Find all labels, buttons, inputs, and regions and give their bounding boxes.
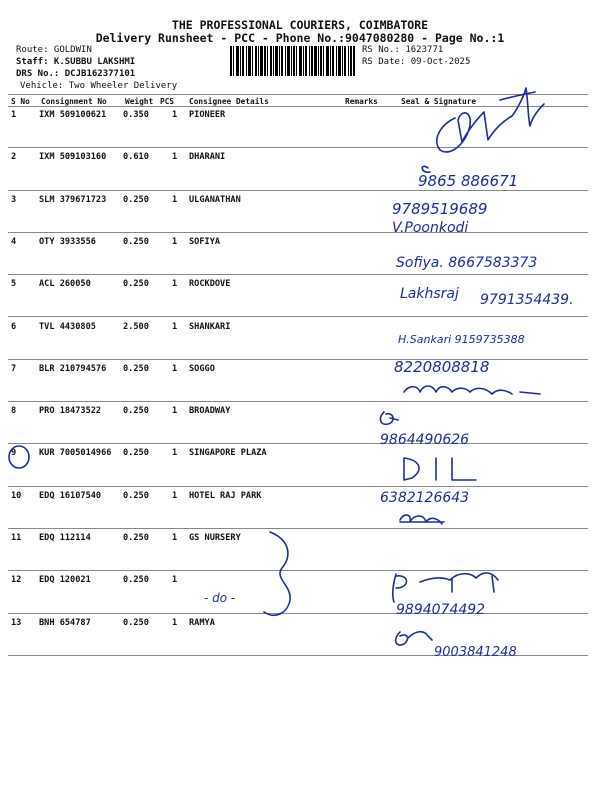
cell-weight: 0.250	[123, 406, 149, 417]
cell-consignee: SOGGO	[189, 363, 215, 374]
cell-consignee: DHARANI	[189, 152, 226, 163]
cell-consignment: EDQ 112114	[39, 533, 91, 543]
cell-consignment: KUR 7005014966	[39, 448, 112, 459]
cell-weight: 0.250	[123, 194, 149, 205]
col-sno: S No	[11, 97, 30, 106]
handwriting-row13: 9003841248	[434, 645, 517, 660]
page-title: THE PROFESSIONAL COURIERS, COIMBATORE	[171, 18, 429, 32]
cell-sno: 13	[11, 617, 22, 628]
cell-consignee: ROCKDOVE	[189, 279, 231, 290]
cell-consignee: GS NURSERY	[189, 533, 241, 543]
cell-pcs: 1	[172, 533, 178, 543]
cell-sno: 4	[11, 236, 17, 247]
cell-consignment: OTY 3933556	[39, 236, 96, 247]
cell-sno: 1	[11, 110, 17, 120]
handwriting-row3-phone: 9789519689	[392, 200, 488, 218]
cell-weight: 0.610	[123, 152, 149, 163]
cell-consignee: RAMYA	[189, 617, 215, 628]
cell-sno: 11	[11, 533, 22, 543]
cell-sno: 7	[11, 363, 17, 374]
cell-sno: 8	[11, 406, 17, 417]
cell-sno: 6	[11, 321, 17, 332]
cell-weight: 0.250	[123, 490, 149, 501]
cell-consignment: EDQ 120021	[39, 575, 91, 586]
handwriting-row3-name: V.Poonkodi	[392, 220, 469, 236]
handwriting-row9: 9864490626	[380, 432, 470, 448]
cell-pcs: 1	[172, 152, 178, 163]
cell-pcs: 1	[172, 236, 178, 247]
cell-consignment: SLM 379671723	[39, 194, 107, 205]
cell-weight: 0.250	[123, 575, 149, 586]
cell-pcs: 1	[172, 575, 178, 586]
handwriting-row5-phone: 9791354439.	[480, 292, 574, 308]
cell-consignment: TVL 4430805	[39, 321, 96, 332]
cell-consignee: BROADWAY	[189, 406, 231, 417]
cell-sno: 2	[11, 152, 17, 163]
cell-weight: 2.500	[123, 321, 149, 332]
handwriting-row5-name: Lakhsraj	[400, 286, 459, 302]
handwriting-row7: 8220808818	[394, 358, 490, 376]
cell-consignee: HOTEL RAJ PARK	[189, 490, 262, 501]
rs-number: RS No.: 1623771	[362, 45, 444, 55]
route-label: Route: GOLDWIN	[16, 45, 92, 55]
cell-sno: 3	[11, 194, 17, 205]
col-remarks: Remarks	[345, 97, 378, 106]
cell-consignment: ACL 260050	[39, 279, 91, 290]
cell-pcs: 1	[172, 321, 178, 332]
handwriting-row6: H.Sankari 9159735388	[398, 333, 525, 346]
cell-pcs: 1	[172, 363, 178, 374]
cell-consignment: BNH 654787	[39, 617, 91, 628]
handwriting-row2: 9865 886671	[418, 172, 519, 190]
cell-consignment: PRO 18473522	[39, 406, 102, 417]
cell-consignee: SOFIYA	[189, 236, 221, 247]
handwriting-row12-phone: 9894074492	[396, 602, 486, 618]
cell-consignee: PIONEER	[189, 110, 226, 120]
cell-consignment: BLR 210794576	[39, 363, 107, 374]
cell-sno: 9	[11, 448, 17, 459]
signature-row1	[437, 88, 544, 152]
cell-consignment: IXM 509103160	[39, 152, 107, 163]
page-subtitle: Delivery Runsheet - PCC - Phone No.:9047080280 - Page No.:1	[95, 31, 505, 45]
cell-consignment: IXM 509100621	[39, 110, 107, 120]
vehicle-label: Vehicle: Two Wheeler Delivery	[20, 81, 178, 91]
cell-pcs: 1	[172, 448, 178, 459]
handwriting-row10: 6382126643	[380, 490, 470, 506]
rs-date: RS Date: 09-Oct-2025	[362, 57, 471, 67]
cell-consignee: ULGANATHAN	[189, 194, 241, 205]
cell-pcs: 1	[172, 490, 178, 501]
staff-label: Staff: K.SUBBU LAKSHMI	[16, 57, 136, 67]
cell-weight: 0.350	[123, 110, 149, 120]
cell-weight: 0.250	[123, 448, 149, 459]
cell-pcs: 1	[172, 110, 178, 120]
cell-sno: 12	[11, 575, 22, 586]
circle-mark-row9	[9, 446, 29, 468]
col-pcs: PCS	[160, 97, 175, 106]
col-signature: Seal & Signature	[401, 97, 477, 106]
cell-pcs: 1	[172, 406, 178, 417]
cell-consignee: SHANKARI	[189, 321, 231, 332]
drs-number: DRS No.: DCJB162377101	[16, 69, 136, 79]
cell-weight: 0.250	[123, 279, 149, 290]
cell-pcs: 1	[172, 194, 178, 205]
col-consignee: Consignee Details	[189, 97, 269, 106]
cell-weight: 0.250	[123, 236, 149, 247]
cell-sno: 5	[11, 279, 17, 290]
cell-weight: 0.250	[123, 363, 149, 374]
cell-weight: 0.250	[123, 617, 149, 628]
col-weight: Weight	[125, 97, 154, 106]
cell-sno: 10	[11, 490, 22, 501]
handwriting-row12-remark: - do -	[204, 591, 236, 605]
cell-weight: 0.250	[123, 533, 149, 543]
cell-pcs: 1	[172, 617, 178, 628]
cell-pcs: 1	[172, 279, 178, 290]
cell-consignment: EDQ 16107540	[39, 490, 102, 501]
col-consignment: Consignment No	[41, 97, 107, 106]
cell-consignee: SINGAPORE PLAZA	[189, 448, 267, 459]
handwriting-row4: Sofiya. 8667583373	[396, 255, 538, 271]
